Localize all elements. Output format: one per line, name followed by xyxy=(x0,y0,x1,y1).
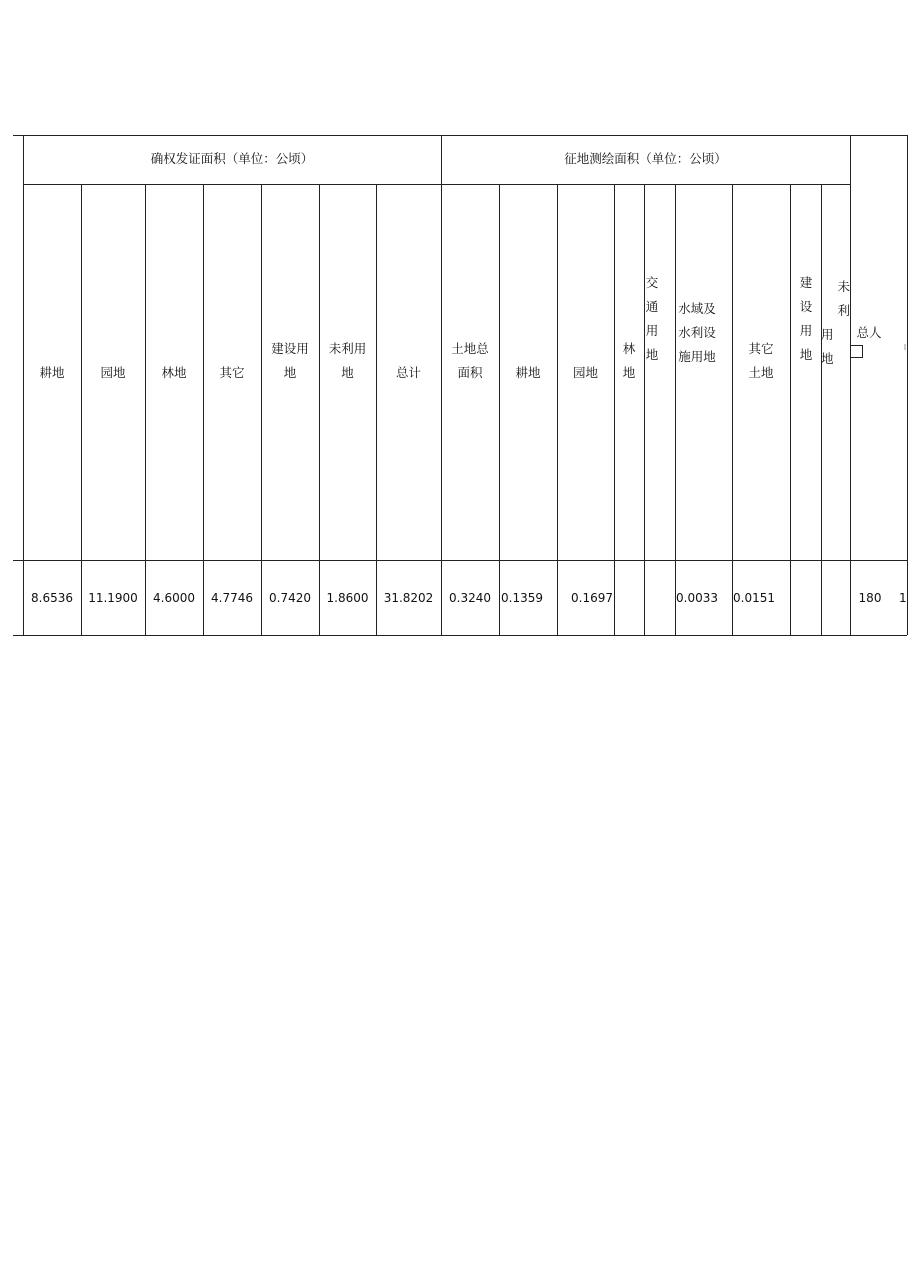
col-border xyxy=(790,184,791,635)
cell-s-other-land: 0.0151 xyxy=(733,591,775,605)
header-s-transport-line1: 交 xyxy=(645,275,659,290)
cell-s-land-total: 0.3240 xyxy=(449,591,491,605)
header-s-unused-line2: 利 xyxy=(837,303,850,318)
col-border xyxy=(441,135,442,635)
col-border xyxy=(644,184,645,635)
header-s-land-total-line2: 面积 xyxy=(457,365,483,380)
header-s-construction-line4: 地 xyxy=(799,347,813,362)
cell-s-water: 0.0033 xyxy=(676,591,718,605)
header-c-farmland: 耕地 xyxy=(39,365,65,380)
header-s-transport-line3: 用 xyxy=(645,323,659,338)
col-border xyxy=(23,135,24,635)
header-s-unused-line3: 用 xyxy=(821,327,834,342)
header-s-water xyxy=(675,297,719,369)
col-border xyxy=(850,135,851,635)
header-c-forest: 林地 xyxy=(161,365,187,380)
header-s-unused-line4: 地 xyxy=(821,351,834,366)
table-bottom-border xyxy=(13,635,907,636)
header-s-water-line3: 施用地 xyxy=(678,349,716,364)
header-c-construction xyxy=(261,337,319,385)
header-c-unused-line2: 地 xyxy=(341,365,354,380)
header-c-unused xyxy=(319,337,376,385)
header-c-total: 总计 xyxy=(395,365,421,380)
col-border xyxy=(821,184,822,635)
cell-c-construction: 0.7420 xyxy=(269,591,311,605)
header-s-forest-line1: 林 xyxy=(622,341,636,356)
header-s-garden: 园地 xyxy=(572,365,598,380)
cell-population: 180 xyxy=(858,591,882,605)
header-s-land-total-line1: 土地总 xyxy=(451,341,489,356)
header-s-farmland: 耕地 xyxy=(515,365,541,380)
cell-c-garden: 11.1900 xyxy=(88,591,138,605)
header-s-transport-line4: 地 xyxy=(645,347,659,362)
cell-s-farmland: 0.1359 xyxy=(501,591,543,605)
table-top-border xyxy=(13,135,907,136)
header-body-divider xyxy=(13,560,907,561)
header-s-forest xyxy=(614,337,644,385)
header-s-other-land-line2: 土地 xyxy=(748,365,774,380)
header-population xyxy=(850,321,888,358)
header-c-unused-line1: 未利用 xyxy=(328,341,367,356)
cell-s-garden: 0.1697 xyxy=(571,591,613,605)
col-border xyxy=(907,135,908,635)
header-s-other-land xyxy=(732,337,790,385)
col-border xyxy=(81,184,82,635)
header-population-line2 xyxy=(850,345,888,358)
header-c-other: 其它 xyxy=(219,365,245,380)
cell-c-other: 4.7746 xyxy=(211,591,253,605)
cell-c-total: 31.8202 xyxy=(383,591,434,605)
cell-c-forest: 4.6000 xyxy=(153,591,195,605)
group-header-surveyed: 征地测绘面积（单位：公顷） xyxy=(564,151,727,166)
header-s-construction-line3: 用 xyxy=(799,323,813,338)
col-border xyxy=(732,184,733,635)
col-border xyxy=(499,184,500,635)
col-border xyxy=(145,184,146,635)
col-border xyxy=(557,184,558,635)
header-c-garden: 园地 xyxy=(100,365,126,380)
header-s-construction-line1: 建 xyxy=(799,275,813,290)
header-s-land-total xyxy=(441,337,499,385)
header-s-water-line1: 水域及 xyxy=(678,301,716,316)
header-s-construction-line2: 设 xyxy=(799,299,813,314)
header-s-construction xyxy=(798,271,814,367)
header-s-water-line2: 水利设 xyxy=(678,325,716,340)
header-s-other-land-line1: 其它 xyxy=(748,341,774,356)
cell-c-farmland: 8.6536 xyxy=(31,591,73,605)
col-border xyxy=(614,184,615,635)
header-s-unused xyxy=(821,275,850,371)
header-group-divider xyxy=(23,184,850,185)
cell-next-partial: 1 xyxy=(899,591,907,605)
missing-glyph-box xyxy=(850,345,863,358)
header-c-construction-line1: 建设用 xyxy=(271,341,309,356)
header-s-unused-line1: 未 xyxy=(837,279,850,294)
col-border xyxy=(675,184,676,635)
col-border xyxy=(203,184,204,635)
group-header-certified: 确权发证面积（单位：公顷） xyxy=(150,151,314,166)
header-s-transport-line2: 通 xyxy=(645,299,659,314)
header-s-forest-line2: 地 xyxy=(622,365,636,380)
col-border xyxy=(261,184,262,635)
header-population-line1: 总人 xyxy=(856,325,882,340)
cut-off-mark xyxy=(904,344,906,350)
col-border xyxy=(376,184,377,635)
header-c-construction-line2: 地 xyxy=(283,365,297,380)
col-border xyxy=(319,184,320,635)
header-s-transport xyxy=(644,271,660,367)
cell-c-unused: 1.8600 xyxy=(326,591,369,605)
